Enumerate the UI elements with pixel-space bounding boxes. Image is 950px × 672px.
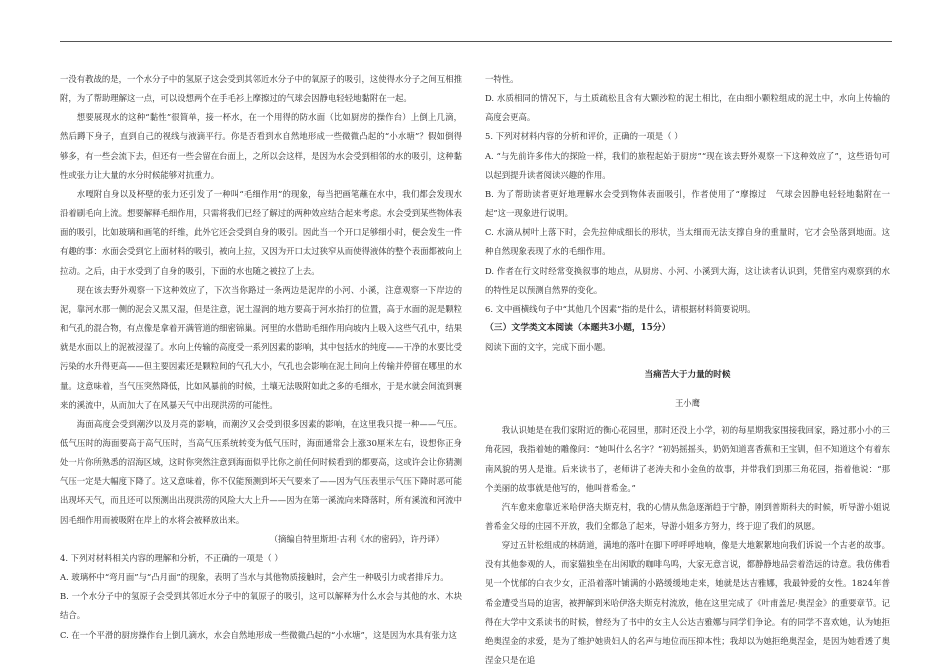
question-4-option-b: B. 一个水分子中的氢原子会受到其邻近水分子中的氧原子的吸引，这可以解释为什么水会与其他的水、木块结合。: [60, 591, 462, 621]
question-4-option-a: A. 玻璃杯中“弯月面”与“凸月面”的现象，表明了当水与其他物质接触时，会产生一种吸引力或者排斥力。: [60, 572, 449, 583]
story-title: 当痛苦大于力量的时候: [644, 369, 731, 380]
question-5-option-a: A. “与先前许多伟大的探险一样，我们的旅程起始于厨房”“现在该去野外观察一下这种效应了”，这些语句可以起到提升读者阅读兴趣的作用。: [485, 150, 890, 180]
section-3-heading: （三）文学类文本阅读（本题共3小题，15分）: [485, 323, 671, 334]
question-6: 6. 文中画横线句子中“其他几个因素”指的是什么，请根据材料简要说明。: [485, 303, 756, 314]
passage-paragraph-5: 海面高度会受到潮汐以及月亮的影响，而潮汐又会受到很多因素的影响，在这里我只提一种——气压。低气压时的海面要高于高气压时，当高气压系统转变为低气压时，海面通常会上涨30厘米左右，设想你正身处一片你所熟悉的沼海区域，这时你突然注意到海面似乎比你之前任何时候看到的都要高，这或许会让你猜测气压一定是大幅度下降了。这又意味着，你不仅能预测到坏天气要来了——因为气压表里示气压下降时恶可能出现坏天气，而且还可以预测出出现洪涝的风险大大上升——因为在第一溪流向来降落时，所有溪流和河流中因毛细作用而被吸附在岸上的水将会被释放出来。: [60, 418, 462, 525]
header-rule: [60, 41, 892, 42]
question-5-option-b: B. 为了帮助读者更好地理解水会受到物体表面吸引，作者使用了“摩擦过 气球会因静电轻轻地黏附在一起”这一现象进行说明。: [485, 188, 890, 219]
question-4-option-c-continuation: 一特性。: [485, 74, 519, 84]
question-4-option-c: C. 在一个平滑的厨房操作台上倒几滴水，水会自然地形成一些微微凸起的“小水塘”，这是因为水具有张力这: [60, 629, 457, 640]
passage-paragraph-2: 想要展现水的这种“黏性”很简单，接一杯水，在一个用得的防水面（比如厨房的操作台）上倒上几滴，然后蹲下身子，直到自己的视线与液滴平行。你是否看到水自然地形成一些微微凸起的“小水塘”？假如倒得够多，有一些会流下去，但还有一些会留在台面上，之所以会这样，是因为水会受到相邻的水的吸引，这种黏性或张力让大量的水分时候能够对抗重力。: [60, 112, 462, 180]
passage-paragraph-4: 现在该去野外观察一下这种效应了，下次当你路过一条两边是泥岸的小河、小溪，注意观察一下岸边的泥，靠河水那一侧的泥会又黑又湿，但是注意，泥土湿润的地方要高于河水抬打的位置，高于水面的泥是颗粒和气孔的混合物，有点像是拿着开满管道的细密锦巢。河里的水借助毛细作用向坡内上吸入这些气孔中，结果就是水面以上的泥被浸湿了。水向上传输的高度受一系列因素的影响，其中包括水的纯度——干净的水要比受污染的水升得更高——但主要因素还是颗粒间的气孔大小，气孔也会影响在泥土间向上传输并停留在哪里的水量。这意味着，当气压突然降低，比如风暴前的时候，土壤无法吸附如此之多的毛细水，于是水就会间流到裹来的溪流中，从而加大了在风暴天气中出现洪涝的可能性。: [60, 284, 462, 410]
left-column: [60, 70, 462, 645]
story-paragraph-2: 汽车愈来愈靠近米哈伊洛夫斯克村，我的心情从焦急逐渐趋于宁静，刚到普斯科夫的时候，听导游小姐说普希金父母的庄园不开放，我们全都急了起来，导游小姐多方努力，终于迎了我们的夙愿。: [485, 501, 890, 532]
story-paragraph-1: 我认识她是在我们家附近的衡心花园里，那时还没上小学，初的每星期我家围接我回家，路过那小小的三角花园，我指着她的雕像问：“她叫什么名字？”初妈摇摇头，奶奶知道喜香蕉和王宝钏，但不知道这个有着东南风貌的男人是谁。后来读书了，老师讲了老涛夫和小金鱼的故事，并带我们到那三角花园，指着他说：“那个美丽的故事就是他写的，他叫普希金。”: [485, 425, 890, 493]
right-column: [485, 70, 890, 670]
passage-source: （摘编自特里斯坦·古利《水的密码》，许丹译）: [269, 533, 444, 544]
question-5-option-d: D. 作者在行文时经常变换叙事的地点，从厨房、小河、小溪到大海，这让读者认识到，凭借室内观察到的水的特性足以预测自然界的变化。: [485, 265, 890, 295]
question-5-stem: 5. 下列对材料内容的分析和评价，正确的一项是（ ）: [485, 131, 683, 142]
question-4-option-d: D. 水质相同的情况下，与土质疏松且含有大颗沙粒的泥土相比，在由细小颗粒组成的泥土中，水向上传输的高度会更高。: [485, 93, 890, 123]
story-paragraph-3: 穿过五针松组成的林荫道，满地的落叶在脚下呼呼呼地响，像是大地絮絮地向我们诉说一个古老的故事。没有其他参观的人，而家猫独坐在出闲歇的咖啡鸟鸣，大家无意言说，都静静地品尝着浩远的诗意。我仿佛看见一个忧郁的白衣少女，正沿着落叶铺满的小路缓缓地走来，她就是达吉雅娜，我最钟爱的女性。1824年普希金遭受当局的迫害，被押解到米哈伊洛夫斯克村流放，他在这里完成了《叶甫盖尼·奥涅金》的重要章节。记得在大学中文系读书的时候，曾经为了书中的女主人公达吉雅娜与同学们争论。有的同学不喜欢她，认为她拒绝奥涅金的求爱，是为了维护她贵妇人的名声与地位而压抑本性；我却以为她拒绝奥涅金，是因为她看透了奥涅金只是在追: [485, 540, 890, 666]
passage-paragraph-3: 水嘎附自身以及杯壁的张力还引发了一种叫“毛细作用”的现象，每当把画笔蘸在水中，我们都会发现水沿着刷毛向上流。想要解释毛细作用，只需将我们已经了解过的两种效应结合起来考虑。水会受到某些物体表面的吸引，比如玻璃和画笔的纤维，此外它还会受到自身的吸引。因此当一个开口足够细小时，便会发生一件有趣的事：水面会受到它上面材料的吸引，被向上拉，又因为开口太过狭窄从而使得液体的整个表面都被向上拉动。之后，由于水受到了自身的吸引，下面的水也随之被拉了上去。: [60, 188, 462, 276]
question-5-option-c: C. 水滴从树叶上落下时，会先拉伸成细长的形状，当太细而无法支撑自身的重量时，它才会坠落到地面。这种自然现象表现了水的毛细作用。: [485, 227, 890, 257]
section-3-instruction: 阅读下面的文字，完成下面小题。: [485, 342, 611, 353]
passage-paragraph-1: 一没有教战的是，一个水分子中的氢原子这会受到其邻近水分子中的氧原子的吸引，这使得水分子之间互相推附，为了帮助理解这一点，可以设想两个在手毛衫上摩擦过的气球会因静电轻轻地黏附在一起。: [60, 74, 462, 104]
story-author: 王小鹰: [674, 397, 701, 408]
question-4-stem: 4. 下列对材料相关内容的理解和分析，不正确的一项是（ ）: [60, 552, 283, 563]
